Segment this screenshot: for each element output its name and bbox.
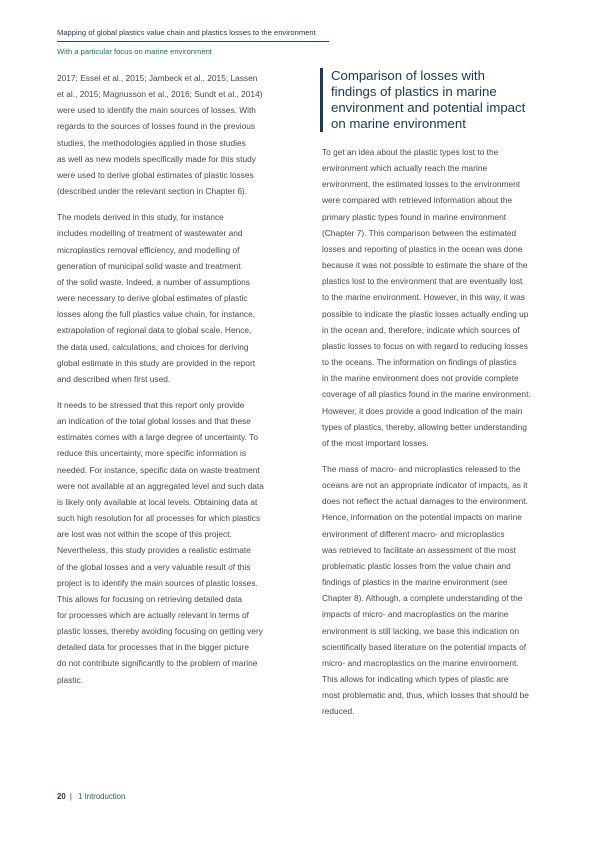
page-footer <box>57 792 125 801</box>
left-paragraph-3: It needs to be stressed that this report only provide an indication of the total global losses and that these estimates comes with a large degree of uncertainty. To reduce this uncertainty, more specific information is needed. For instance, specific data on waste treatment were not available at an aggregated level and such data is likely only available at local levels. Obtaining data at such high resolution for all processes for which plastics are lost was not within the scope of this project. Nevertheless, this study provides a realistic estimate of the global losses and a very valuable result of this project is to identify the main sources of plastic losses. This allows for focusing on retrieving detailed data for processes which are actually relevant in terms of plastic losses, thereby avoiding focusing on getting very detailed data for processes that in the bigger picture do not contribute significantly to the problem of marine plastic. <box>57 399 264 685</box>
header-divider <box>57 41 329 42</box>
section-heading <box>320 68 556 132</box>
footer-chapter: 1 Introduction <box>78 792 126 801</box>
page-number: 20 <box>57 792 66 801</box>
right-paragraph-1: To get an idea about the plastic types lost to the environment which actually reach the marine environment, the estimated losses to the environment were compared with retrieved information about the primary plastic types found in marine environment (Chapter 7). This comparison between the estimated losses and reporting of plastics in the ocean was done because it was not possible to estimate the share of the plastics lost to the environment that are eventually lost to the marine environment. However, in this way, it was possible to indicate the plastic losses actually ending up in the ocean and, therefore, indicate which sources of plastic losses to focus on with regard to reducing losses to the oceans. The information on findings of plastics in the marine environment does not provide complete coverage of all plastics found in the marine environment. However, it does provide a good indication of the main types of plastics, thereby, allowing better understanding of the most important losses. <box>322 147 531 448</box>
header-subtitle: With a particular focus on marine environment <box>57 47 212 56</box>
footer-separator: | <box>69 792 72 801</box>
running-header <box>57 27 329 57</box>
header-title: Mapping of global plastics value chain and plastics losses to the environment <box>57 28 316 37</box>
section-heading-text: Comparison of losses with findings of plastics in marine environment and potential impact on marine environment <box>331 68 526 131</box>
left-paragraph-1: 2017; Essel et al., 2015; Jambeck et al., 2015; Lassen et al., 2015; Magnusson et al., 2016; Sundt et al., 2014) were used to identify the main sources of losses. With regards to the sources of losses found in the previous studies, the methodologies applied in those studies as well as new models specifically made for this study were used to derive global estimates of plastic losses (described under the relevant section in Chapter 6). <box>57 73 263 197</box>
right-column <box>322 144 544 729</box>
left-column <box>57 70 279 698</box>
left-paragraph-2: The models derived in this study, for instance includes modelling of treatment of wastewater and microplastics removal efficiency, and modelling of generation of municipal solid waste and treatment of the solid waste. Indeed, a number of assumptions were necessary to derive global estimates of plastic losses along the full plastics value chain, for instance, extrapolation of regional data to global scale. Hence, the data used, calculations, and choices for deriving global estimate in this study are provided in the report and described when first used. <box>57 212 256 384</box>
right-paragraph-2: The mass of macro- and microplastics released to the oceans are not an appropriate indicator of impacts, as it does not reflect the actual damages to the environment. Hence, information on the potential impacts on marine environment of different macro- and microplastics was retrieved to facilitate an assessment of the most problematic plastic losses from the value chain and findings of plastics in the marine environment (see Chapter 8). Although, a complete understanding of the impacts of micro- and macroplastics on the marine environment is still lacking, we base this indication on scientifically based literature on the potential impacts of micro- and macroplastics on the marine environment. This allows for indicating which types of plastic are most problematic and, thus, which losses that should be reduced. <box>322 463 529 717</box>
